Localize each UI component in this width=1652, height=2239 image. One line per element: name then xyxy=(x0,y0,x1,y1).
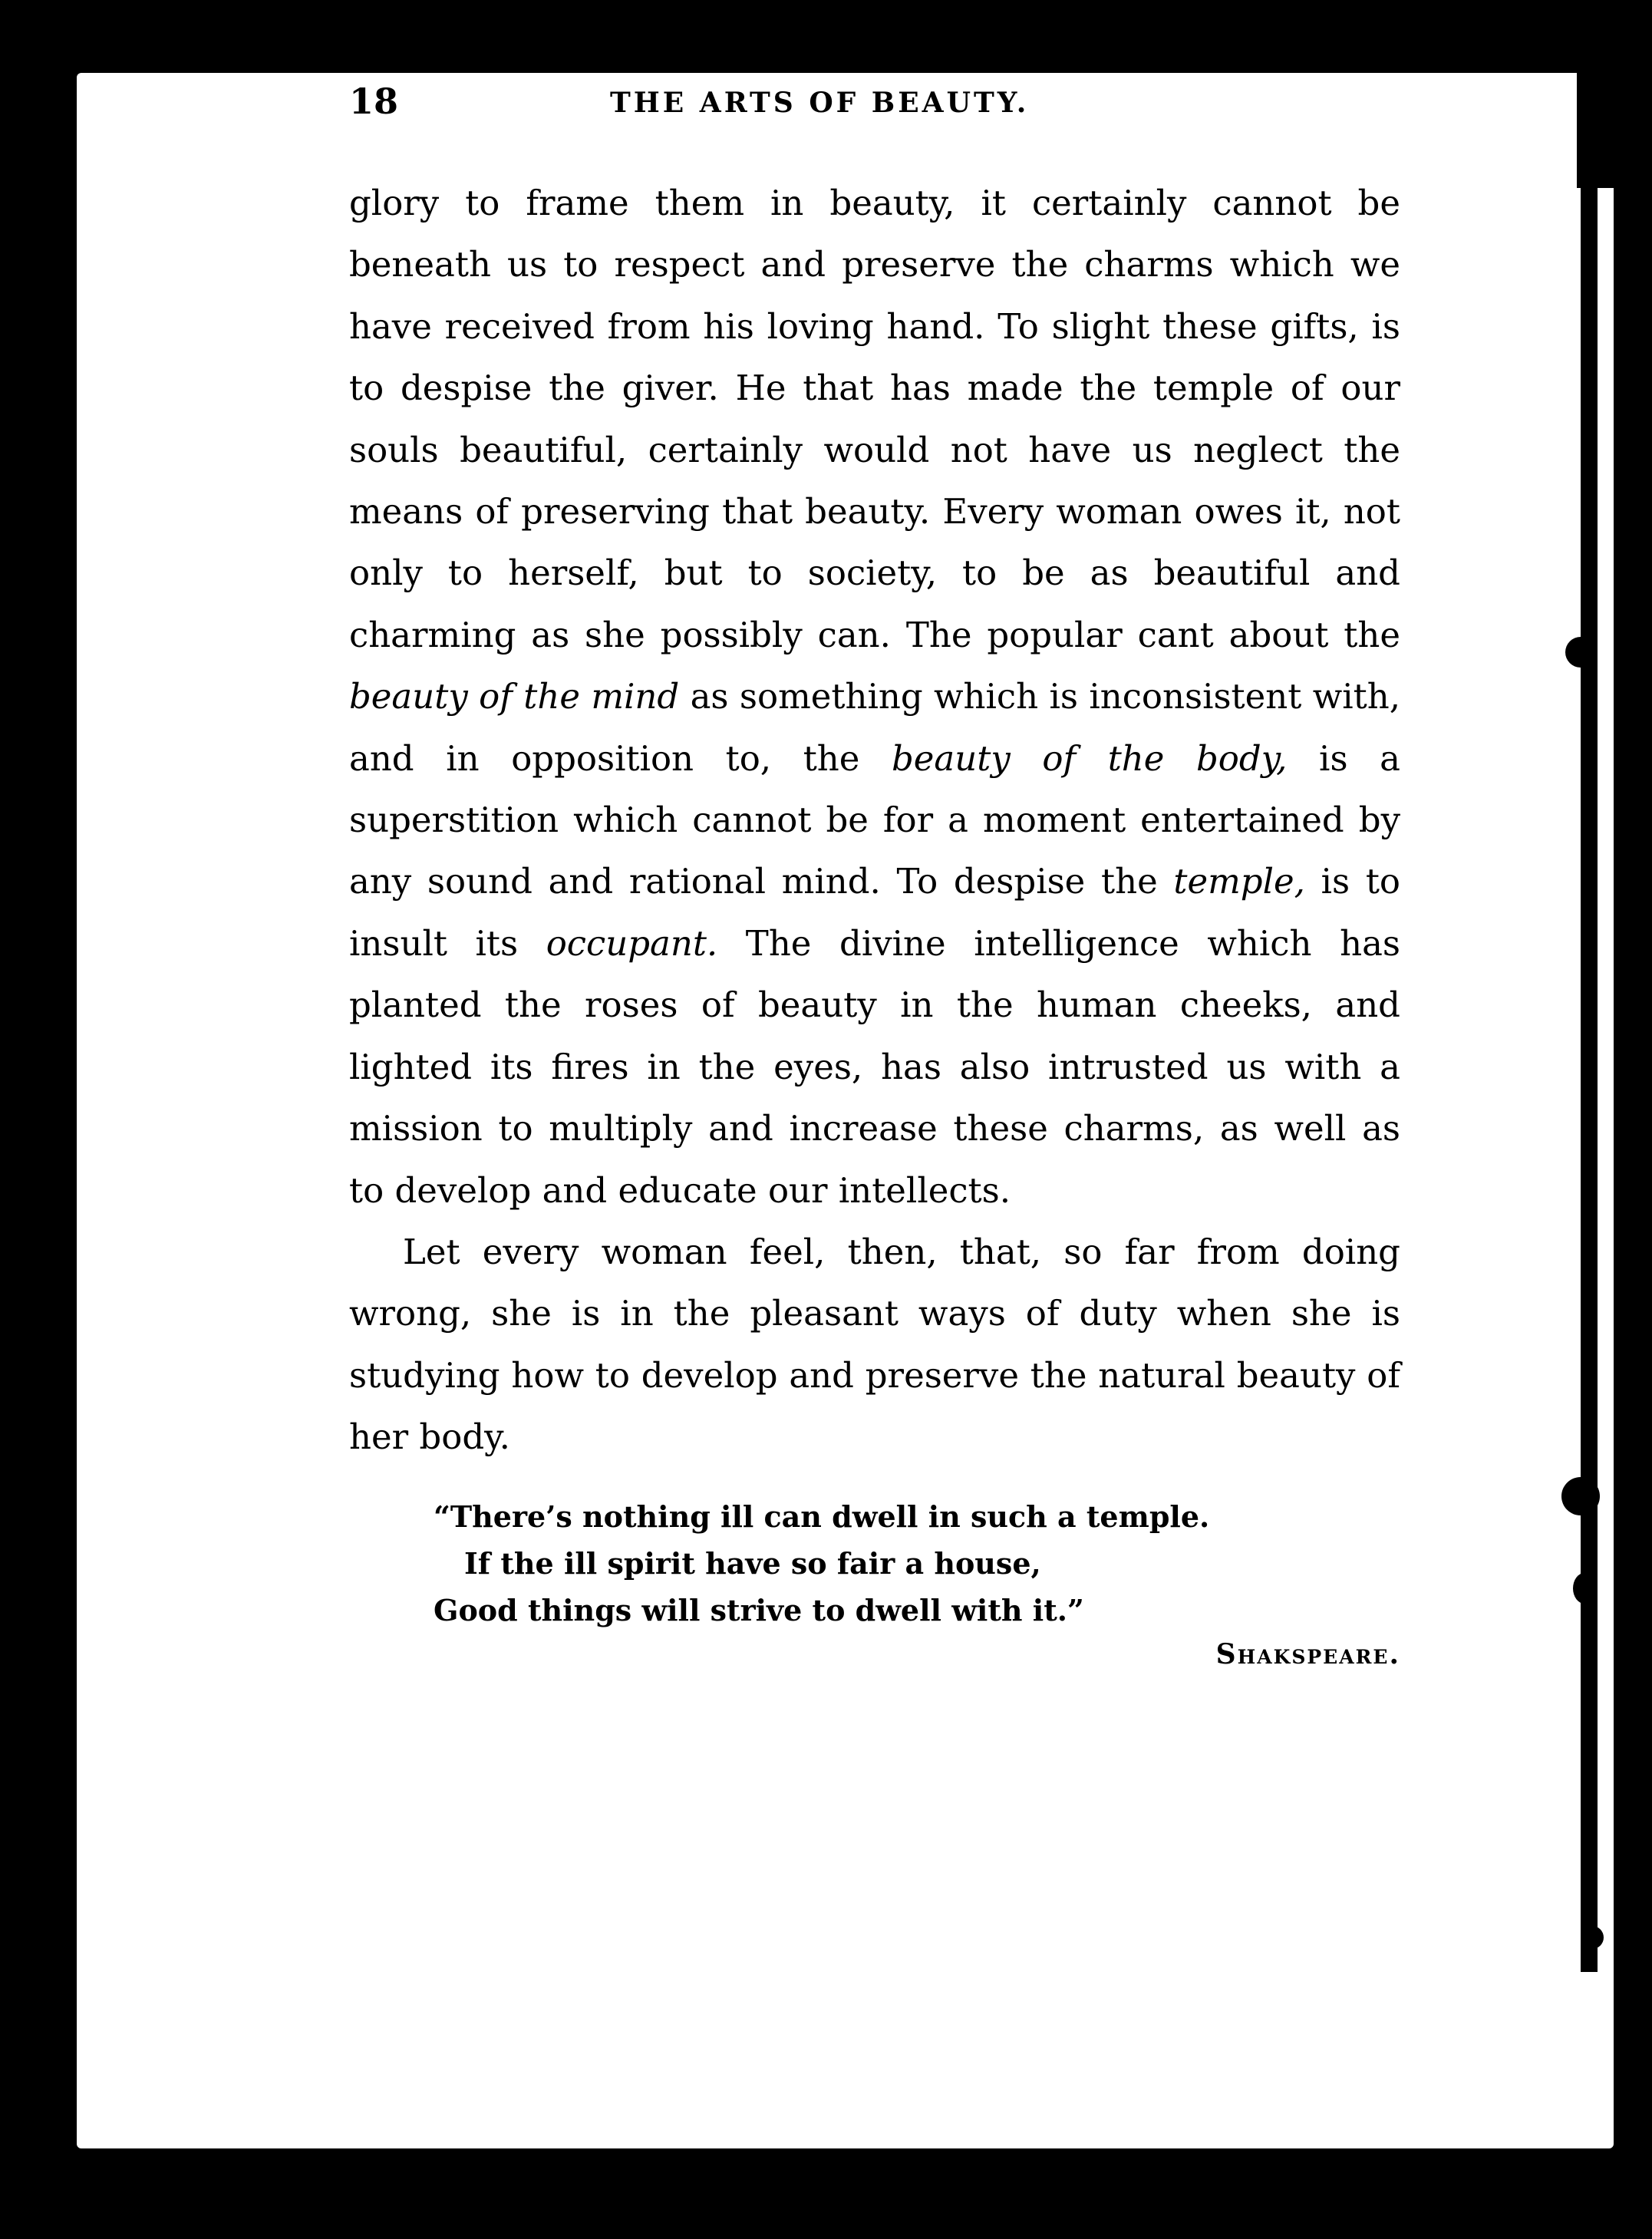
scan-speck xyxy=(1573,1573,1596,1604)
text-run: as something which is inconsistent with, and in opposition to, the xyxy=(349,676,1400,779)
paragraph xyxy=(349,173,1400,1222)
binding-edge xyxy=(1581,184,1598,1972)
binding-edge-top xyxy=(1577,73,1614,188)
running-head-title: THE ARTS OF BEAUTY. xyxy=(610,87,1030,119)
text-run: The divine intelligence which has planted the roses of beauty in the human cheeks, and lighted its fires in the eyes, has also intrusted us with a mission to multiply and increase these charms, as well as to develop and educate our intellects. xyxy=(349,922,1400,1211)
page-number: 18 xyxy=(349,81,399,122)
body-text xyxy=(349,173,1400,1469)
running-head xyxy=(349,81,1400,134)
epigraph-quote xyxy=(434,1493,1400,1634)
page-content xyxy=(349,81,1400,1670)
quote-line: Good things will strive to dwell with it.” xyxy=(434,1592,1084,1627)
text-run: is to insult its xyxy=(349,861,1400,964)
paragraph: Let every woman feel, then, that, so far from doing wrong, she is in the pleasant ways of duty when she is studying how to develop and preserve the natural beauty of her body. xyxy=(349,1231,1400,1458)
quote-line: If the ill spirit have so fair a house, xyxy=(464,1545,1041,1581)
text-run: is a superstition which cannot be for a moment entertained by any sound and rational mind. To despise the xyxy=(349,737,1400,902)
italic-phrase: beauty of the mind xyxy=(349,676,680,717)
italic-phrase: temple, xyxy=(1173,861,1305,902)
quote-attribution: Shakspeare. xyxy=(1215,1637,1400,1670)
scan-speck xyxy=(1561,1477,1600,1515)
italic-phrase: occupant. xyxy=(546,922,718,964)
quote-line: “There’s nothing ill can dwell in such a temple. xyxy=(434,1499,1210,1534)
italic-phrase: beauty of the body, xyxy=(892,737,1288,779)
scan-speck xyxy=(1581,1926,1604,1949)
scan-speck xyxy=(1565,637,1596,668)
text-run: glory to frame them in beauty, it certainly cannot be beneath us to respect and preserve the charms which we have received from his loving hand. To slight these gifts, is to despise the giver. He that has made the temple of our souls beautiful, certainly would not have us neglect the means of preserving that beauty. Every woman owes it, not only to herself, but to society, to be as beautiful and charming as she possibly can. The popular cant about the xyxy=(349,183,1400,655)
